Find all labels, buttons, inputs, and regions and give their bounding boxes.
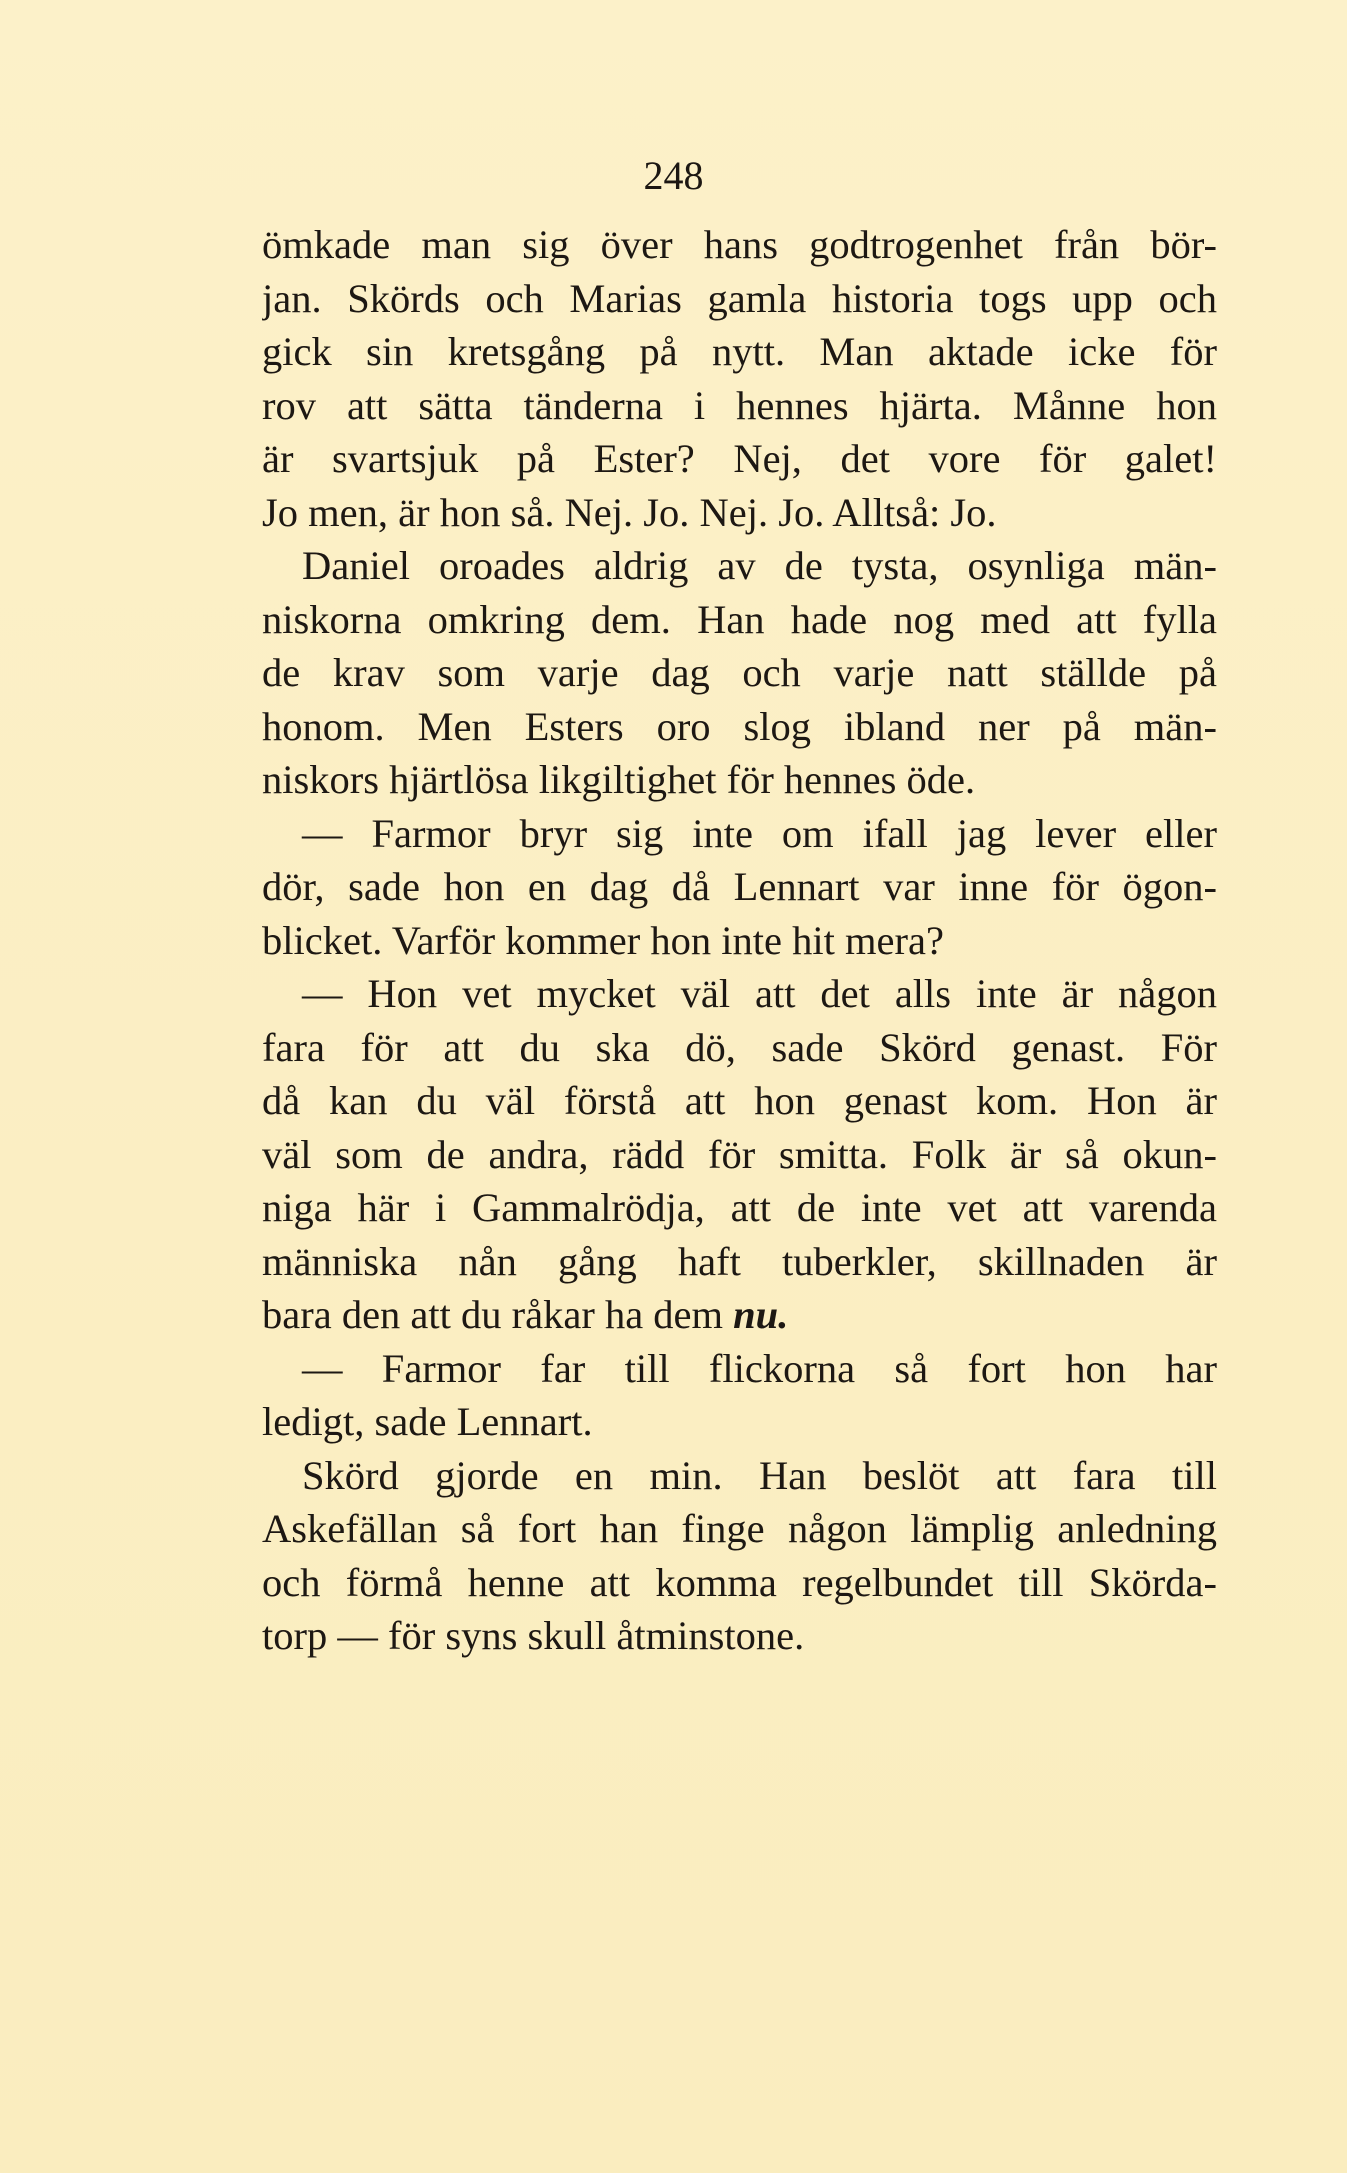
emphasized-word: nu.	[733, 1292, 789, 1337]
page-number: 248	[643, 153, 704, 198]
text-line: torp — för syns skull åtminstone.	[262, 1613, 805, 1658]
text-line: — Farmor far till flickorna så fort hon har	[302, 1345, 1217, 1391]
text-line: blicket. Varför kommer hon inte hit mera?	[262, 917, 944, 963]
text-line: jan. Skörds och Marias gamla historia togs upp och	[262, 275, 1217, 321]
text-line: Daniel oroades aldrig av de tysta, osynliga män-	[302, 543, 1217, 588]
text-line: väl som de andra, rädd för smitta. Folk är så okun-	[262, 1131, 1217, 1177]
text-line: rov att sätta tänderna i hennes hjärta. Månne hon	[262, 382, 1217, 428]
text-line: och förmå henne att komma regelbundet till Skörda-	[262, 1559, 1217, 1605]
text-line-start: bara den att du råkar ha dem	[262, 1292, 734, 1337]
text-line: ömkade man sig över hans godtrogenhet från bör-	[262, 222, 1217, 267]
text-line: ledigt, sade Lennart.	[262, 1399, 593, 1444]
text-line: niskors hjärtlösa likgiltighet för hennes öde.	[262, 757, 976, 802]
text-line: Askefällan så fort han finge någon lämplig anledning	[262, 1506, 1217, 1551]
body-text	[262, 218, 1217, 1663]
text-line: människa nån gång haft tuberkler, skillnaden är	[262, 1238, 1217, 1284]
text-line: då kan du väl förstå att hon genast kom. Hon är	[262, 1078, 1217, 1123]
text-line: fara för att du ska dö, sade Skörd genast. För	[262, 1024, 1217, 1070]
text-line: är svartsjuk på Ester? Nej, det vore för galet!	[262, 436, 1217, 481]
text-line: niskorna omkring dem. Han hade nog med att fylla	[262, 596, 1217, 642]
text-line: niga här i Gammalrödja, att de inte vet att varenda	[262, 1185, 1217, 1230]
text-line: dör, sade hon en dag då Lennart var inne för ögon-	[262, 864, 1217, 909]
text-line	[262, 1288, 1217, 1342]
text-line: — Farmor bryr sig inte om ifall jag lever eller	[302, 810, 1217, 856]
text-line: Jo men, är hon så. Nej. Jo. Nej. Jo. Alltså: Jo.	[262, 489, 997, 535]
text-line: — Hon vet mycket väl att det alls inte är någon	[302, 971, 1217, 1016]
text-line: Skörd gjorde en min. Han beslöt att fara till	[302, 1452, 1217, 1498]
text-line: gick sin kretsgång på nytt. Man aktade icke för	[262, 329, 1217, 374]
text-line: honom. Men Esters oro slog ibland ner på män-	[262, 703, 1217, 749]
text-line: de krav som varje dag och varje natt ställde på	[262, 650, 1217, 695]
